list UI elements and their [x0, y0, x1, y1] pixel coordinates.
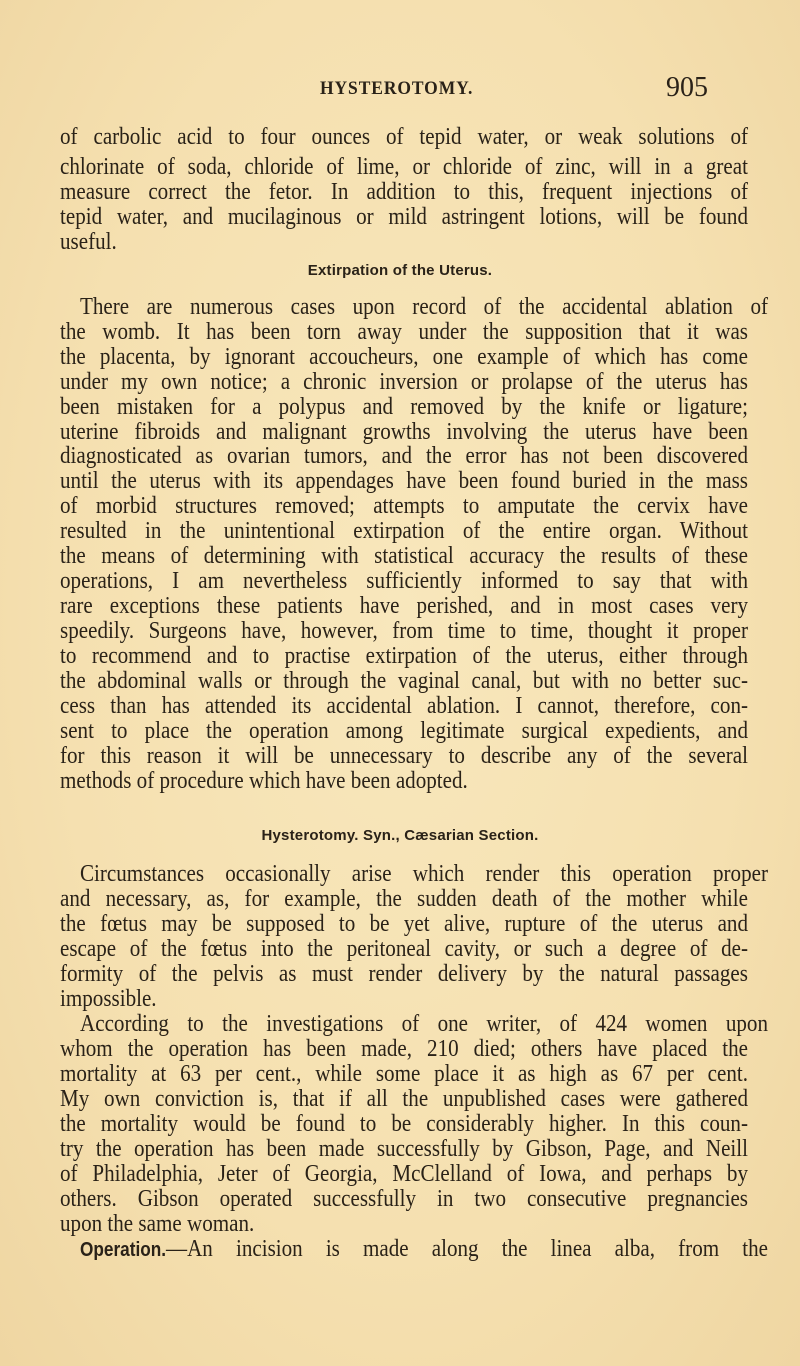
text-line: impossible.: [60, 985, 157, 1012]
operation-text: —An incision is made along the linea alba, from the: [166, 1235, 768, 1262]
text-line: diagnosticated as ovarian tumors, and the error has not been discovered: [60, 442, 748, 469]
text-line: the means of determining with statistical accuracy the results of these: [60, 542, 748, 569]
text-line: [80, 1234, 768, 1265]
page-number: 905: [666, 72, 708, 103]
running-title: HYSTEROTOMY.: [320, 78, 474, 99]
text-line: for this reason it will be unnecessary to describe any of the several: [60, 742, 748, 769]
text-line: the placenta, by ignorant accoucheurs, one example of which has come: [60, 343, 748, 370]
text-line: sent to place the operation among legitimate surgical expedients, and: [60, 717, 748, 744]
section-heading-hysterotomy: Hysterotomy. Syn., Cæsarian Section.: [261, 827, 539, 844]
text-line: useful.: [60, 228, 117, 255]
text-line: the womb. It has been torn away under the supposition that it was: [60, 318, 748, 345]
text-line: resulted in the unintentional extirpation of the entire organ. Without: [60, 517, 748, 544]
text-line: Circumstances occasionally arise which render this operation proper: [80, 860, 768, 887]
text-line: others. Gibson operated successfully in two consecutive pregnancies: [60, 1185, 748, 1212]
text-line: methods of procedure which have been adopted.: [60, 767, 468, 794]
text-line: to recommend and to practise extirpation of the uterus, either through: [60, 642, 748, 669]
text-line: whom the operation has been made, 210 died; others have placed the: [60, 1035, 748, 1062]
text-line: uterine fibroids and malignant growths involving the uterus have been: [60, 418, 748, 445]
running-head: [0, 72, 800, 106]
text-line: escape of the fœtus into the peritoneal cavity, or such a degree of de-: [60, 935, 748, 962]
text-line: rare exceptions these patients have perished, and in most cases very: [60, 592, 748, 619]
section-heading-extirpation: Extirpation of the Uterus.: [307, 262, 493, 279]
operation-lead: Operation.: [80, 1239, 167, 1261]
text-line: upon the same woman.: [60, 1210, 255, 1237]
text-line: measure correct the fetor. In addition to this, frequent injections of: [60, 178, 748, 205]
text-line: the mortality would be found to be considerably higher. In this coun-: [60, 1110, 748, 1137]
text-line: formity of the pelvis as must render delivery by the natural passages: [60, 960, 748, 987]
text-line: the fœtus may be supposed to be yet alive, rupture of the uterus and: [60, 910, 748, 937]
text-line: There are numerous cases upon record of the accidental ablation of: [80, 293, 768, 320]
text-line: try the operation has been made successfully by Gibson, Page, and Neill: [60, 1135, 748, 1162]
text-line: until the uterus with its appendages have been found buried in the mass: [60, 467, 748, 494]
text-line: been mistaken for a polypus and removed by the knife or ligature;: [60, 393, 748, 420]
text-line: tepid water, and mucilaginous or mild astringent lotions, will be found: [60, 203, 748, 230]
text-line: operations, I am nevertheless sufficiently informed to say that with: [60, 567, 748, 594]
text-line: mortality at 63 per cent., while some place it as high as 67 per cent.: [60, 1060, 748, 1087]
text-line: of Philadelphia, Jeter of Georgia, McClelland of Iowa, and perhaps by: [60, 1160, 748, 1187]
text-line: According to the investigations of one writer, of 424 women upon: [80, 1010, 768, 1037]
text-line: of morbid structures removed; attempts to amputate the cervix have: [60, 492, 748, 519]
text-line: cess than has attended its accidental ablation. I cannot, therefore, con-: [60, 692, 748, 719]
text-line: the abdominal walls or through the vaginal canal, but with no better suc-: [60, 667, 748, 694]
text-line: speedily. Surgeons have, however, from time to time, thought it proper: [60, 617, 748, 644]
text-line: chlorinate of soda, chloride of lime, or chloride of zinc, will in a great: [60, 153, 748, 180]
text-line: and necessary, as, for example, the sudden death of the mother while: [60, 885, 748, 912]
text-line: My own conviction is, that if all the unpublished cases were gathered: [60, 1085, 748, 1112]
text-line: of carbolic acid to four ounces of tepid water, or weak solutions of: [60, 123, 748, 150]
text-line: under my own notice; a chronic inversion or prolapse of the uterus has: [60, 368, 748, 395]
